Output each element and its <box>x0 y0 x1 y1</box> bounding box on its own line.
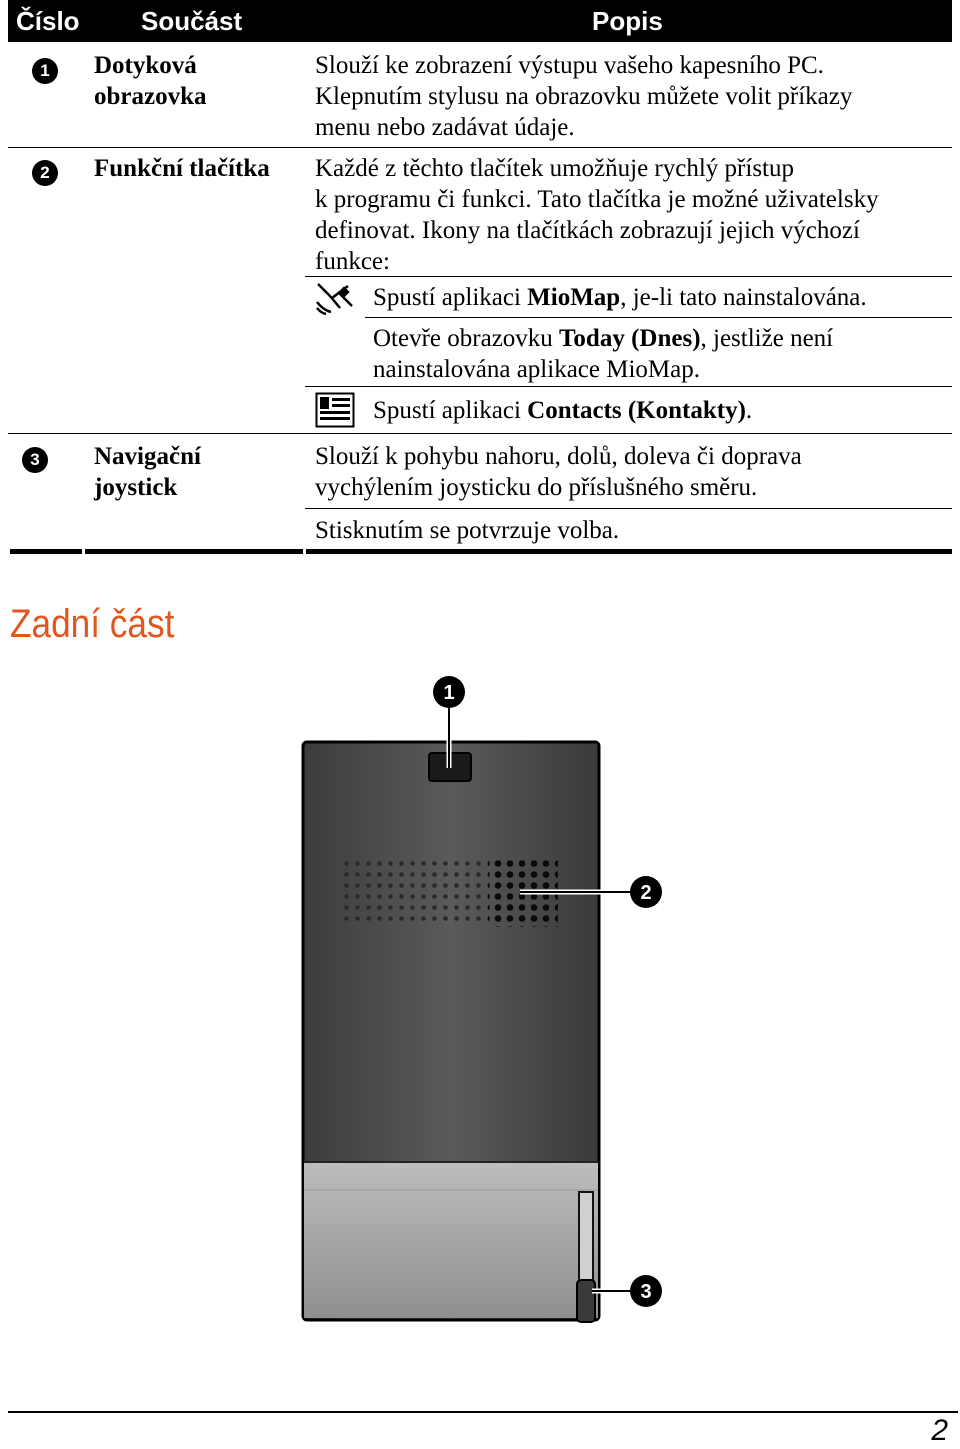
row-divider <box>8 147 952 148</box>
table-bottom-border <box>10 549 82 554</box>
page-number: 2 <box>931 1414 948 1447</box>
part-description-extra: Stisknutím se potvrzuje volba. <box>315 517 620 544</box>
header-part: Součást <box>141 6 243 36</box>
row-divider <box>8 433 952 434</box>
part-description: Slouží ke zobrazení výstupu vašeho kapesního PC. Klepnutím stylusu na obrazovku můžete volit příkazy menu nebo zadávat údaje. <box>315 52 853 141</box>
callout-badge <box>630 1275 662 1307</box>
satellite-icon <box>314 280 356 316</box>
row-number-badge: 2 <box>32 160 58 186</box>
device-back-figure <box>0 660 960 1340</box>
callout-number: 2 <box>640 882 652 904</box>
subrow-divider <box>305 386 952 387</box>
button-function-text: Otevře obrazovku Today (Dnes), jestliže není nainstalována aplikace MioMap. <box>373 325 834 383</box>
header-description: Popis <box>592 6 663 36</box>
table-bottom-border <box>306 549 952 554</box>
row-number-badge: 1 <box>32 58 58 84</box>
speaker-grille <box>340 857 490 927</box>
callout-badge <box>433 676 465 708</box>
part-description: Každé z těchto tlačítek umožňuje rychlý přístup k programu či funkci. Tato tlačítka je možné uživatelsky definovat. Ikony na tlačítkách zobrazují jejich výchozí funkce: <box>315 155 879 275</box>
part-description: Slouží k pohybu nahoru, dolů, doleva či doprava vychýlením joysticku do příslušného směru. <box>315 443 802 501</box>
footer-rule <box>8 1411 958 1413</box>
table-bottom-border <box>85 549 303 554</box>
part-name: Dotyková obrazovka <box>94 52 207 110</box>
device-bottom-panel <box>304 1162 598 1318</box>
part-name: Navigační joystick <box>94 443 201 501</box>
callout-badge <box>630 876 662 908</box>
contacts-icon <box>315 392 355 428</box>
subrow-divider <box>365 317 952 318</box>
button-function-text: Spustí aplikaci MioMap, je-li tato nainstalována. <box>373 284 867 311</box>
joystick-icon <box>577 1280 595 1322</box>
callout-number: 1 <box>443 682 455 704</box>
header-number: Číslo <box>16 6 80 36</box>
section-title: Zadní část <box>10 602 175 646</box>
subrow-divider <box>305 508 952 509</box>
table-header <box>8 0 952 42</box>
button-function-text: Spustí aplikaci Contacts (Kontakty). <box>373 397 753 424</box>
callout-number: 3 <box>640 1281 652 1303</box>
part-name: Funkční tlačítka <box>94 155 270 182</box>
row-number-badge: 3 <box>22 447 48 473</box>
subrow-divider <box>305 276 952 277</box>
